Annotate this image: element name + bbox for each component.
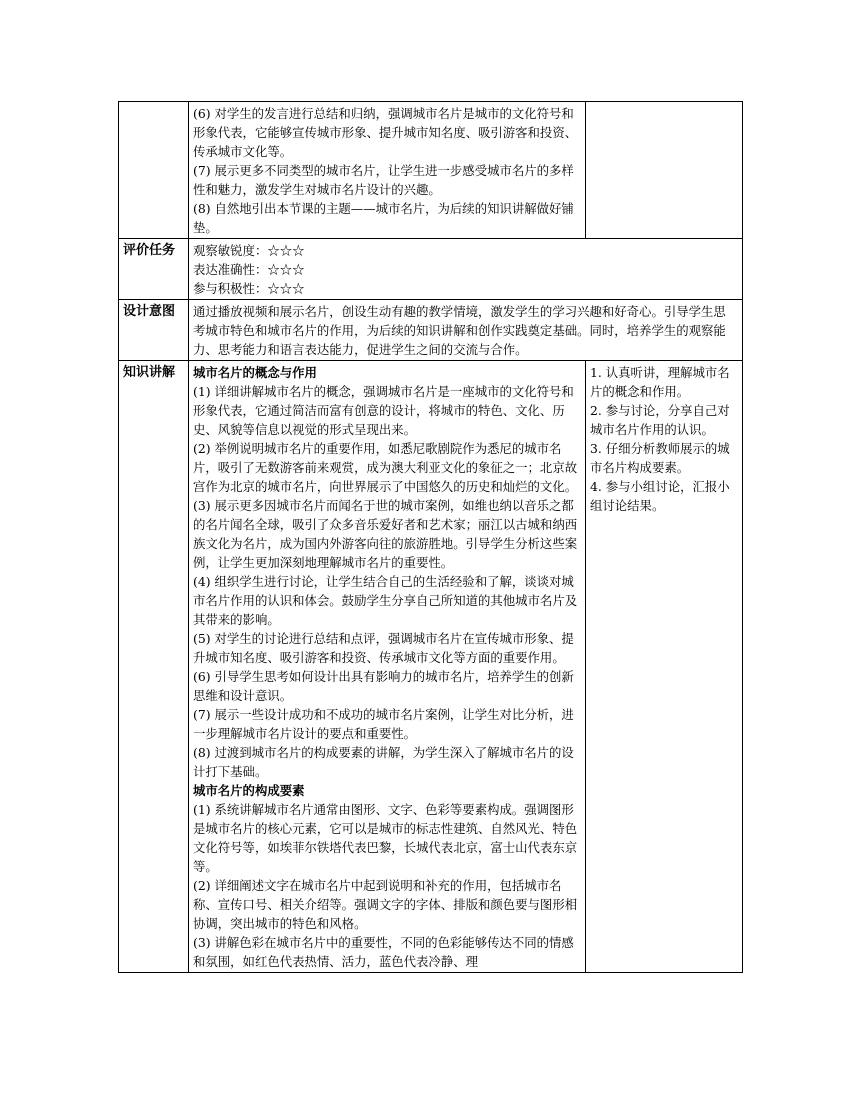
student-activity-item: 3. 仔细分析教师展示的城市名片构成要素。 xyxy=(590,441,730,475)
student-activity-item: 1. 认真听讲，理解城市名片的概念和作用。 xyxy=(590,365,730,399)
paragraph: (4) 组织学生进行讨论，让学生结合自己的生活经验和了解，谈谈对城市名片作用的认识和体会。鼓励学生分享自己所知道的其他城市名片及其带来的影响。 xyxy=(193,574,578,627)
knowledge-label: 知识讲解 xyxy=(119,361,189,973)
evaluation-content xyxy=(189,239,743,300)
evaluation-item: 表达准确性：☆☆☆ xyxy=(193,262,305,277)
paragraph: (3) 讲解色彩在城市名片中的重要性，不同的色彩能够传达不同的情感和氛围，如红色代表热情、活力，蓝色代表冷静、理 xyxy=(193,935,574,969)
section-heading: 城市名片的概念与作用 xyxy=(193,365,317,380)
student-activity-item: 2. 参与讨论，分享自己对城市名片作用的认识。 xyxy=(590,403,730,437)
knowledge-content xyxy=(189,361,586,973)
paragraph: (2) 举例说明城市名片的重要作用，如悉尼歌剧院作为悉尼的城市名片，吸引了无数游客前来观赏，成为澳大利亚文化的象征之一；北京故宫作为北京的城市名片，向世界展示了中国悠久的历史和灿烂的文化。 xyxy=(193,441,578,494)
paragraph: (1) 系统讲解城市名片通常由图形、文字、色彩等要素构成。强调图形是城市名片的核心元素，它可以是城市的标志性建筑、自然风光、特色文化符号等，如埃菲尔铁塔代表巴黎，长城代表北京，富士山代表东京等。 xyxy=(193,802,578,874)
continuation-content xyxy=(189,102,586,239)
evaluation-item: 参与积极性：☆☆☆ xyxy=(193,281,305,296)
paragraph: (8) 自然地引出本节课的主题——城市名片，为后续的知识讲解做好铺垫。 xyxy=(193,201,574,235)
student-activity-item: 4. 参与小组讨论，汇报小组讨论结果。 xyxy=(590,479,730,513)
evaluation-label: 评价任务 xyxy=(119,239,189,300)
section-heading: 城市名片的构成要素 xyxy=(193,783,305,798)
design-intent-label: 设计意图 xyxy=(119,300,189,361)
paragraph: (6) 对学生的发言进行总结和归纳，强调城市名片是城市的文化符号和形象代表，它能够宣传城市形象、提升城市知名度、吸引游客和投资、传承城市文化等。 xyxy=(193,106,578,159)
paragraph: (2) 详细阐述文字在城市名片中起到说明和补充的作用，包括城市名称、宣传口号、相关介绍等。强调文字的字体、排版和颜色要与图形相协调，突出城市的特色和风格。 xyxy=(193,878,578,931)
paragraph: (7) 展示更多不同类型的城市名片，让学生进一步感受城市名片的多样性和魅力，激发学生对城市名片设计的兴趣。 xyxy=(193,163,574,197)
design-intent-row xyxy=(119,300,743,361)
paragraph: (6) 引导学生思考如何设计出具有影响力的城市名片，培养学生的创新思维和设计意识。 xyxy=(193,669,574,703)
continuation-label xyxy=(119,102,189,239)
paragraph: (3) 展示更多因城市名片而闻名于世的城市案例，如维也纳以音乐之都的名片闻名全球，吸引了众多音乐爱好者和艺术家；丽江以古城和纳西族文化为名片，成为国内外游客向往的旅游胜地。引导学生分析这些案例，让学生更加深刻地理解城市名片的重要性。 xyxy=(193,498,578,570)
evaluation-item: 观察敏锐度：☆☆☆ xyxy=(193,243,305,258)
continuation-student-activity xyxy=(586,102,743,239)
knowledge-row xyxy=(119,361,743,973)
continuation-row xyxy=(119,102,743,239)
design-intent-text: 通过播放视频和展示名片，创设生动有趣的教学情境，激发学生的学习兴趣和好奇心。引导学生思考城市特色和城市名片的作用，为后续的知识讲解和创作实践奠定基础。同时，培养学生的观察能力、思考能力和语言表达能力，促进学生之间的交流与合作。 xyxy=(193,304,726,357)
knowledge-student-activity xyxy=(586,361,743,973)
paragraph: (5) 对学生的讨论进行总结和点评，强调城市名片在宣传城市形象、提升城市知名度、吸引游客和投资、传承城市文化等方面的重要作用。 xyxy=(193,631,574,665)
design-intent-content xyxy=(189,300,743,361)
lesson-plan-table xyxy=(118,101,743,973)
paragraph: (8) 过渡到城市名片的构成要素的讲解，为学生深入了解城市名片的设计打下基础。 xyxy=(193,745,574,779)
paragraph: (7) 展示一些设计成功和不成功的城市名片案例，让学生对比分析，进一步理解城市名片设计的要点和重要性。 xyxy=(193,707,574,741)
paragraph: (1) 详细讲解城市名片的概念，强调城市名片是一座城市的文化符号和形象代表，它通过简洁而富有创意的设计，将城市的特色、文化、历史、风貌等信息以视觉的形式呈现出来。 xyxy=(193,384,574,437)
evaluation-row xyxy=(119,239,743,300)
